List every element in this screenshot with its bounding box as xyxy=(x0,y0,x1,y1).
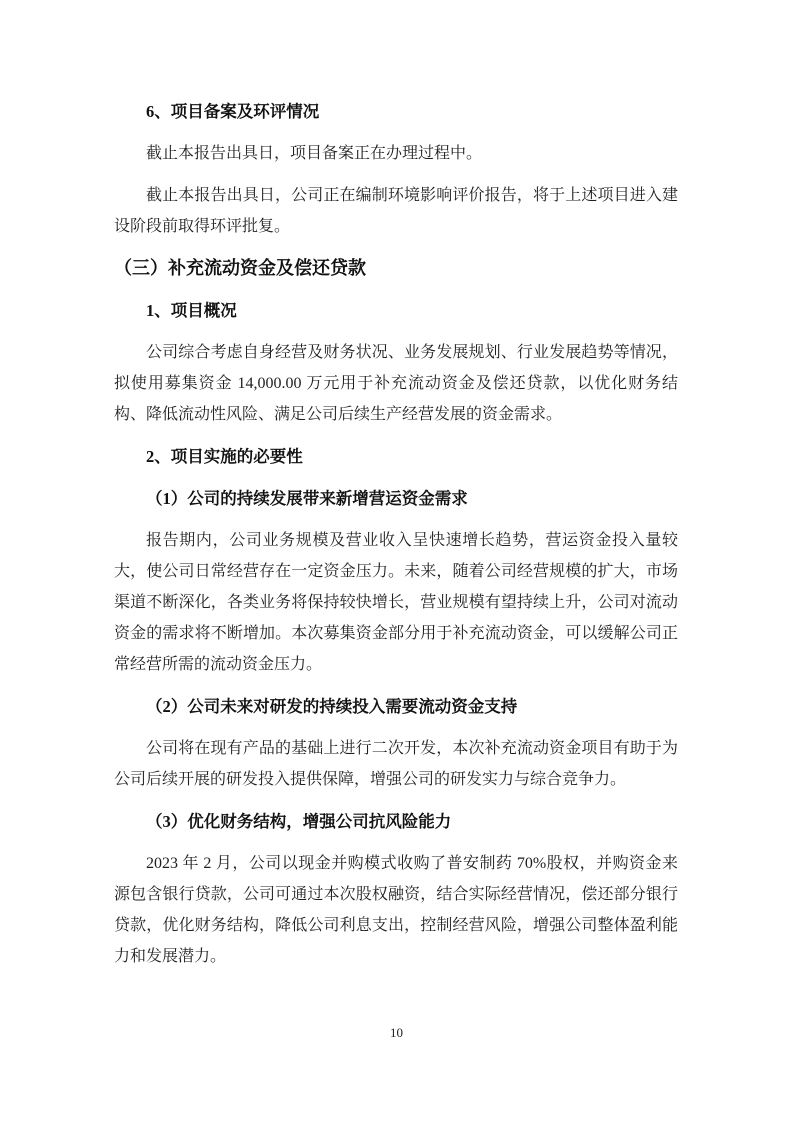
para-necessity-3: 2023 年 2 月，公司以现金并购模式收购了普安制药 70%股权，并购资金来源包含银行贷款，公司可通过本次股权融资，结合实际经营情况，偿还部分银行贷款，优化财务结构，降低公司利息支出，控制经营风险，增强公司整体盈利能力和发展潜力。 xyxy=(114,855,678,965)
para-filing-status: 截止本报告出具日，项目备案正在办理过程中。 xyxy=(146,145,483,162)
para-eia-status: 截止本报告出具日，公司正在编制环境影响评价报告，将于上述项目进入建设阶段前取得环评批复。 xyxy=(114,187,678,235)
heading-project-overview: 1、项目概况 xyxy=(146,301,237,320)
heading-necessity-3-financial-structure: （3）优化财务结构，增强公司抗风险能力 xyxy=(146,812,452,831)
para-project-overview: 公司综合考虑自身经营及财务状况、业务发展规划、行业发展趋势等情况，拟使用募集资金 14,000.00 万元用于补充流动资金及偿还贷款，以优化财务结构、降低流动性风险、满足公司后续生产经营发展的资金需求。 xyxy=(114,344,678,423)
heading-project-necessity: 2、项目实施的必要性 xyxy=(146,447,303,466)
heading-necessity-2-rd-investment: （2）公司未来对研发的持续投入需要流动资金支持 xyxy=(146,697,518,716)
para-necessity-1: 报告期内，公司业务规模及营业收入呈快速增长趋势，营运资金投入量较大，使公司日常经营存在一定资金压力。未来，随着公司经营规模的扩大，市场渠道不断深化，各类业务将保持较快增长，营业规模有望持续上升，公司对流动资金的需求将不断增加。本次募集资金部分用于补充流动资金，可以缓解公司正常经营所需的流动资金压力。 xyxy=(114,532,678,673)
heading-working-capital-and-loan-repayment: （三）补充流动资金及偿还贷款 xyxy=(114,258,366,278)
para-necessity-2: 公司将在现有产品的基础上进行二次开发，本次补充流动资金项目有助于为公司后续开展的研发投入提供保障，增强公司的研发实力与综合竞争力。 xyxy=(114,740,678,788)
heading-necessity-1-growth-capital-need: （1）公司的持续发展带来新增营运资金需求 xyxy=(146,489,468,508)
page-number: 10 xyxy=(390,1025,403,1040)
heading-project-filing-eia: 6、项目备案及环评情况 xyxy=(146,102,320,121)
